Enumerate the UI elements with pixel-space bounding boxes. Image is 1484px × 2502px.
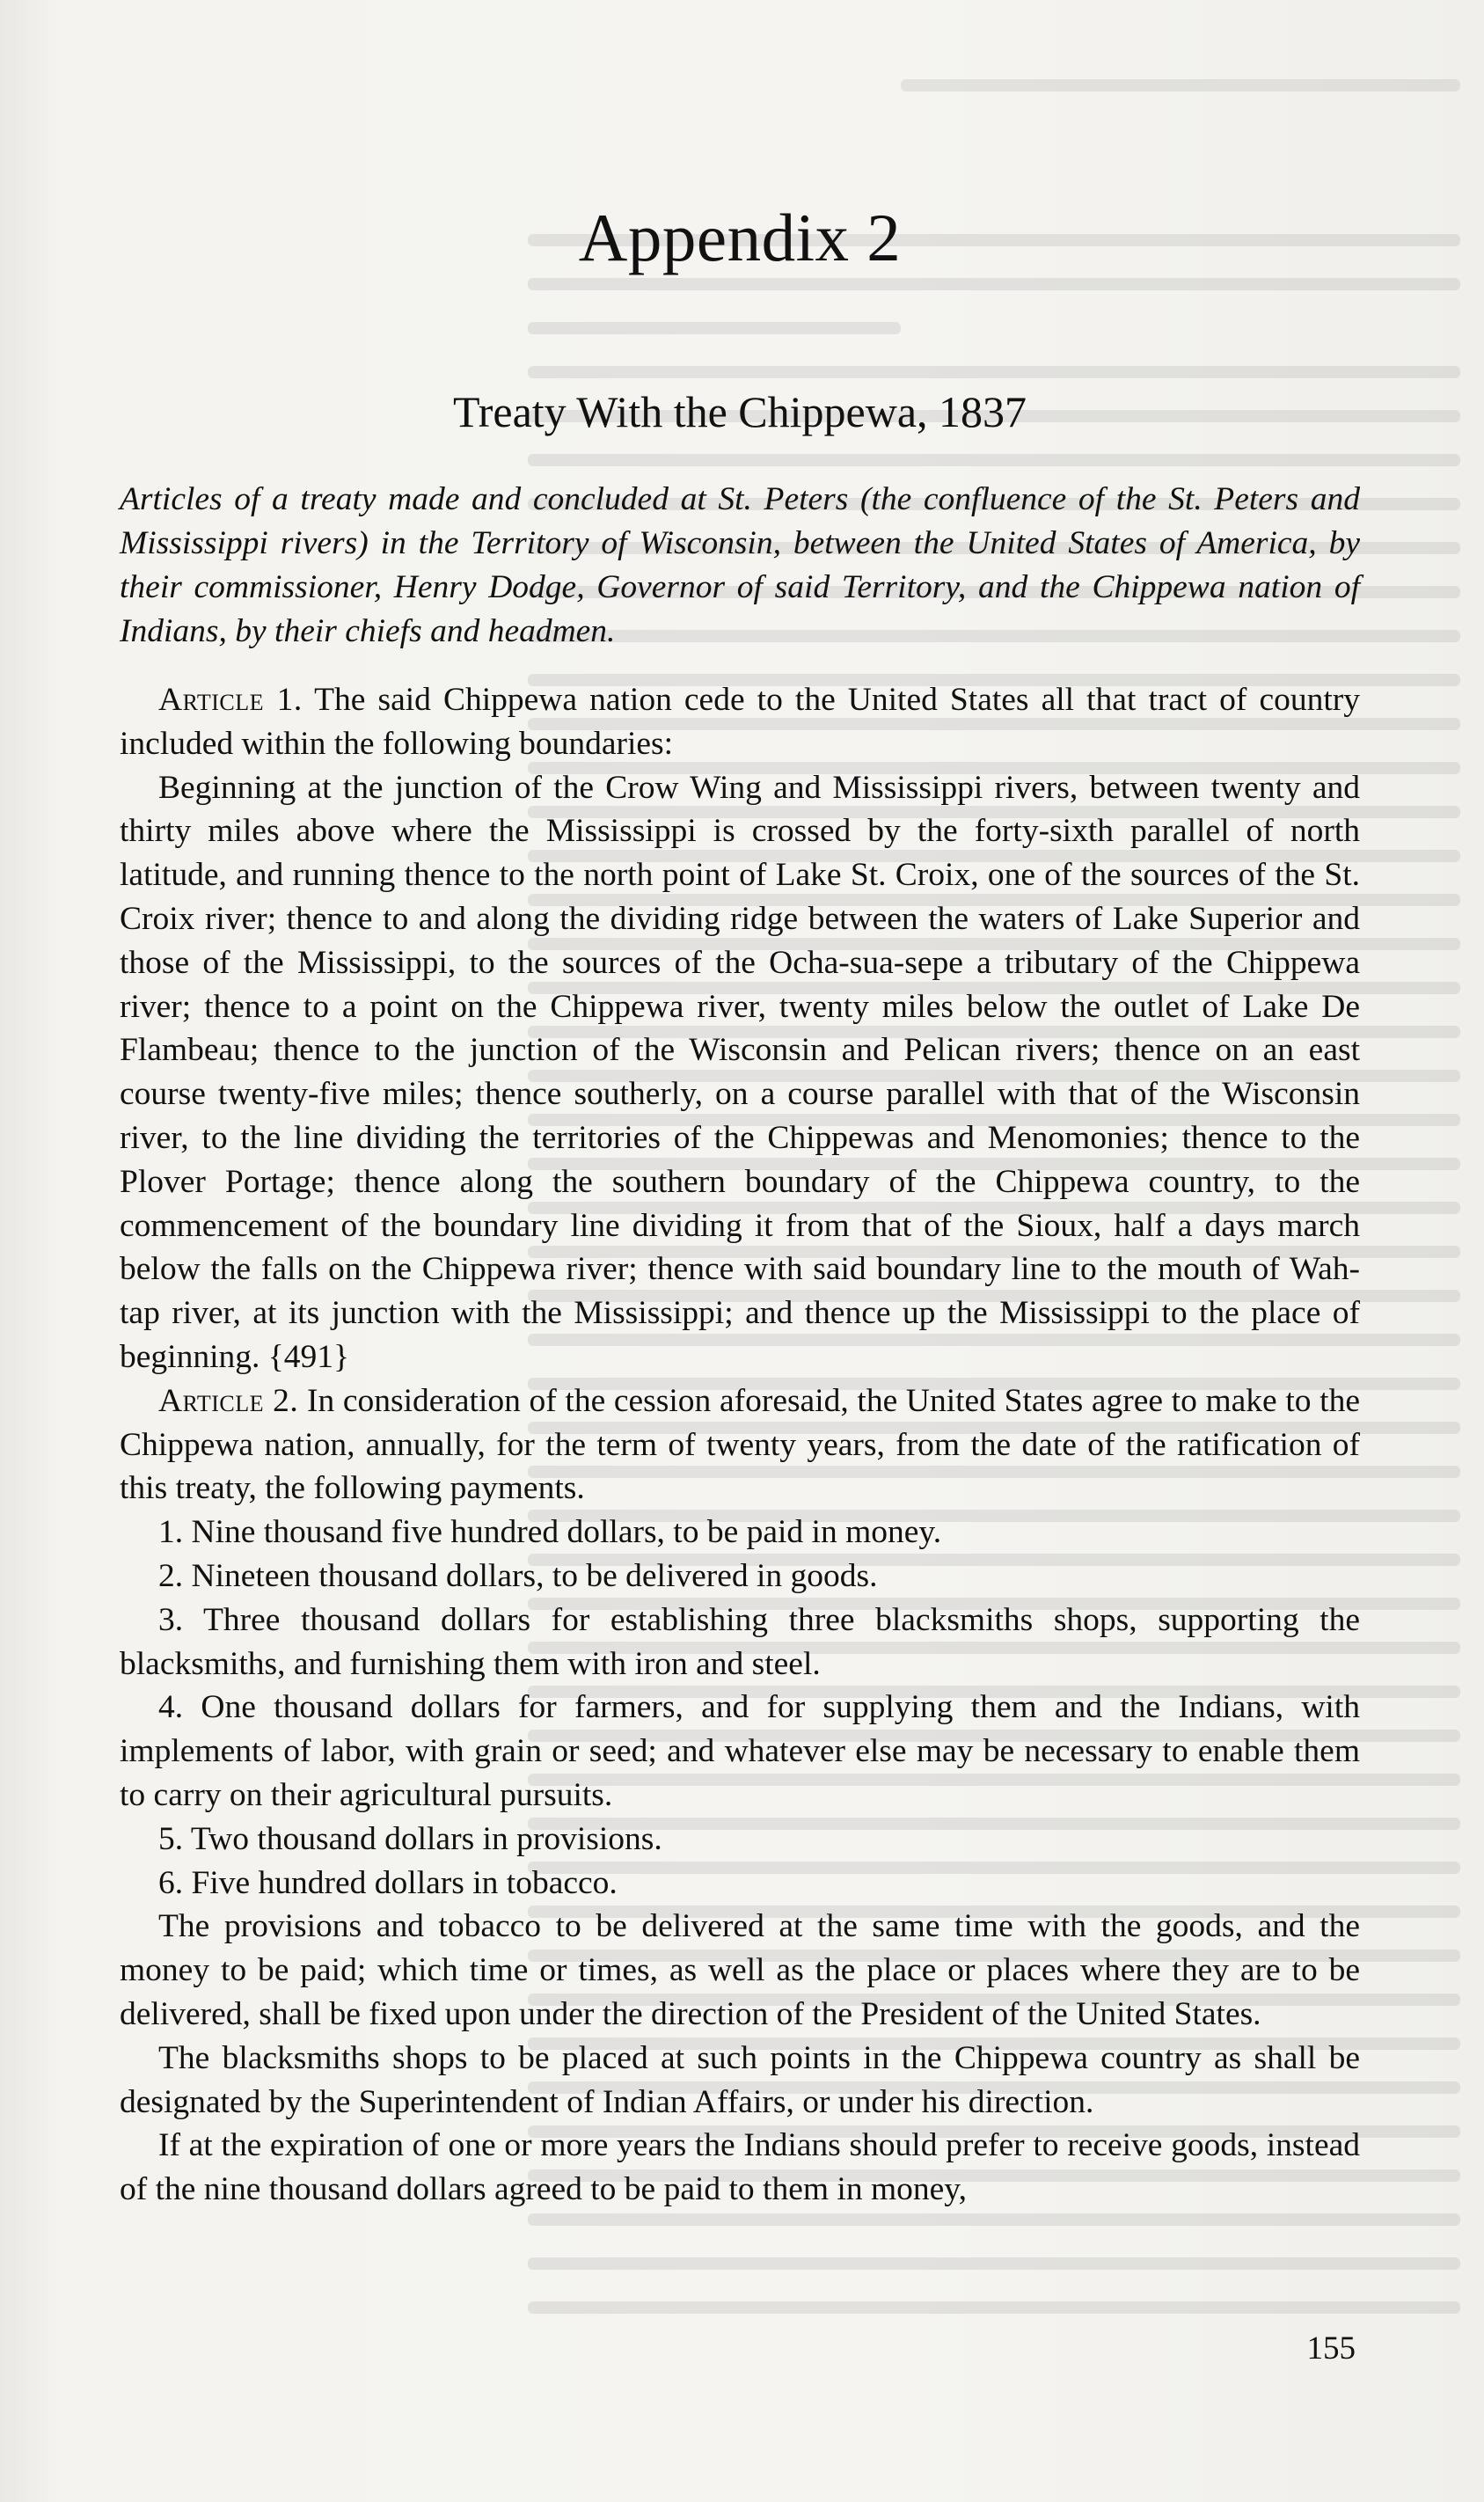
blacksmiths-paragraph: The blacksmiths shops to be placed at such points in the Chippewa country as shall be designated by the Superintendent of Indian Affairs, or under his direction. [120,2039,1360,2120]
payment-item: 6. Five hundred dollars in tobacco. [158,1864,618,1901]
payment-item: 2. Nineteen thousand dollars, to be delivered in goods. [158,1557,878,1594]
chapter-title: Appendix 2 [578,200,902,275]
page-content [120,194,1360,2212]
expiration-paragraph: If at the expiration of one or more years the Indians should prefer to receive goods, instead of the nine thousand dollars agreed to be paid to them in money, [120,2127,1360,2208]
article-2-text: In consideration of the cession aforesaid, the United States agree to make to the Chippewa nation, annually, for the term of twenty years, from the date of the ratification of this treaty, the following payments. [120,1382,1360,1507]
treaty-title: Treaty With the Chippewa, 1837 [452,387,1027,436]
treaty-preamble: Articles of a treaty made and concluded at St. Peters (the confluence of the St. Peters and Mississippi rivers) in the Territory of Wisconsin, between the United States of America, by their commissioner, Henry Dodge, Governor of said Territory, and the Chippewa nation of Indians, by their chiefs and headmen. [120,481,1360,649]
payment-item: 3. Three thousand dollars for establishing three blacksmiths shops, supporting the blacksmiths, and furnishing them with iron and steel. [120,1601,1360,1682]
article-1-text: The said Chippewa nation cede to the United States all that tract of country included within the following boundaries: [120,682,1360,762]
article-1-paragraph [120,678,1360,766]
article-1-boundaries: Beginning at the junction of the Crow Wing and Mississippi rivers, between twenty and thirty miles above where the Mississippi is crossed by the forty-sixth parallel of north latitude, and running thence to the north point of Lake St. Croix, one of the sources of the St. Croix river; thence to and along the dividing ridge between the waters of Lake Superior and those of the Mississippi, to the sources of the Ocha-sua-sepe a tributary of the Chippewa river; thence to a point on the Chippewa river, twenty miles below the outlet of Lake De Flambeau; thence to the junction of the Wisconsin and Pelican rivers; thence on an east course twenty-five miles; thence southerly, on a course parallel with that of the Wisconsin river, to the line dividing the territories of the Chippewas and Menomonies; thence to the Plover Portage; thence along the southern boundary of the Chippewa country, to the commencement of the boundary line dividing it from that of the Sioux, half a days march below the falls on the Chippewa river; thence with said boundary line to the mouth of Wah-tap river, at its junction with the Mississippi; and thence up the Mississippi to the place of beginning. {491} [120,769,1360,1375]
provisions-paragraph: The provisions and tobacco to be delivered at the same time with the goods, and the money to be paid; which time or times, as well as the place or places where they are to be delivered, shall be fixed upon under the direction of the President of the United States. [120,1908,1360,2032]
article-2-paragraph [120,1379,1360,1511]
page-number: 155 [1306,2330,1356,2367]
payment-item: 5. Two thousand dollars in provisions. [158,1820,662,1857]
article-2-label: Article 2. [158,1382,299,1419]
article-1-label: Article 1. [158,682,303,718]
payment-item: 1. Nine thousand five hundred dollars, to be paid in money. [158,1514,942,1551]
payment-item: 4. One thousand dollars for farmers, and for supplying them and the Indians, with implements of labor, with grain or seed; and whatever else may be necessary to enable them to carry on their agricultural pursuits. [120,1689,1360,1813]
treaty-body [120,678,1360,2212]
